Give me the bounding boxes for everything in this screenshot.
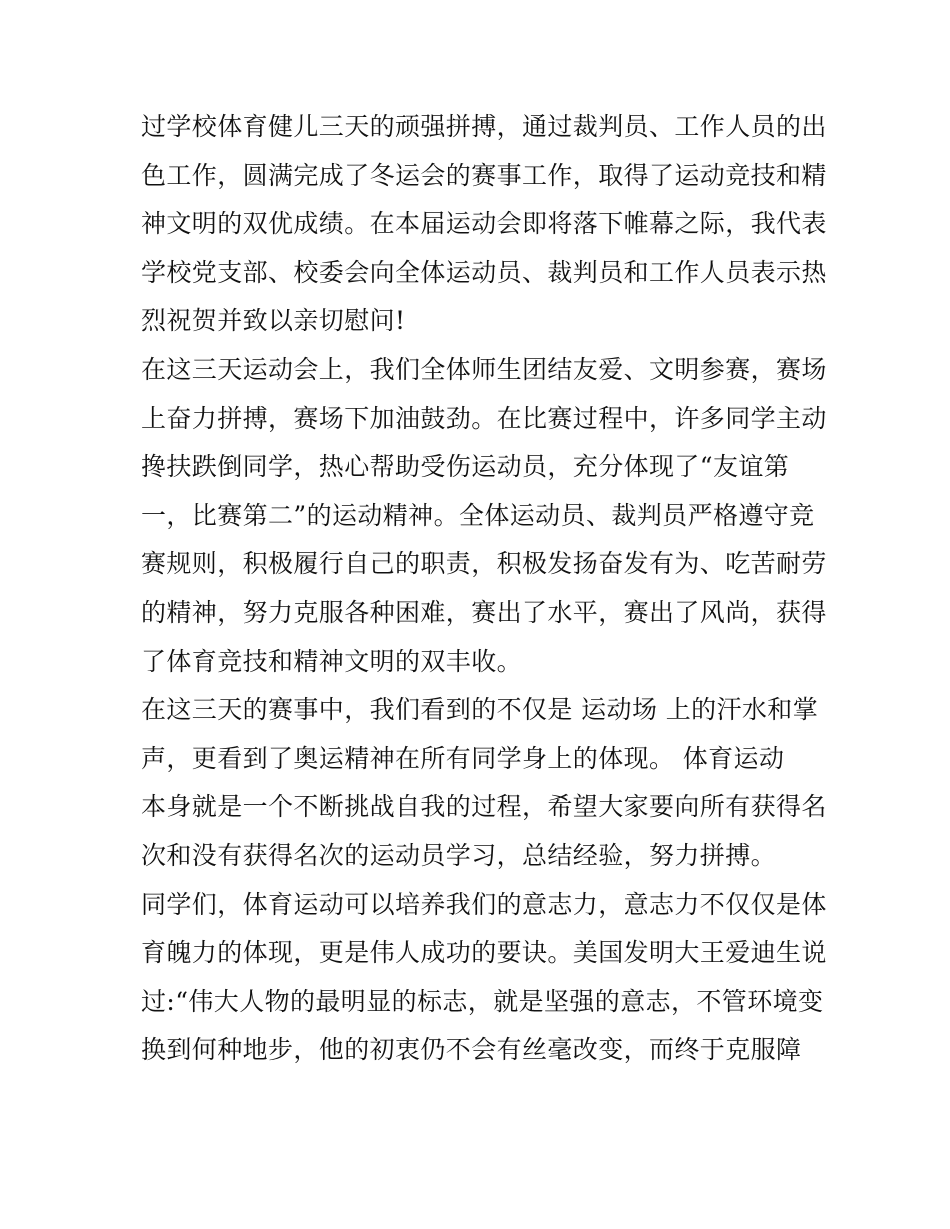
text-line: 赛规则，积极履行自己的职责，积极发扬奋发有为、吃苦耐劳	[141, 549, 827, 579]
text-line: 的精神，努力克服各种困难，赛出了水平，赛出了风尚，获得	[141, 597, 827, 627]
text-line: 搀扶跌倒同学，热心帮助受伤运动员，充分体现了“友谊第	[141, 452, 790, 482]
text-line: 过:“伟大人物的最明显的标志，就是坚强的意志，不管环境变	[141, 986, 824, 1016]
text-line: 烈祝贺并致以亲切慰问!	[141, 306, 406, 336]
text-line: 声，更看到了奥运精神在所有同学身上的体现。 体育运动	[141, 743, 785, 773]
body-text	[141, 103, 827, 1075]
text-line: 次和没有获得名次的运动员学习，总结经验，努力拼搏。	[141, 840, 777, 870]
text-line: 学校党支部、校委会向全体运动员、裁判员和工作人员表示热	[141, 257, 827, 287]
text-line: 育魄力的体现，更是伟人成功的要诀。美国发明大王爱迪生说	[141, 938, 827, 968]
text-line: 色工作，圆满完成了冬运会的赛事工作，取得了运动竞技和精	[141, 160, 827, 190]
text-line: 在这三天运动会上，我们全体师生团结友爱、文明参赛，赛场	[141, 354, 827, 384]
text-line: 过学校体育健儿三天的顽强拼搏，通过裁判员、工作人员的出	[141, 112, 827, 141]
text-line: 一，比赛第二”的运动精神。全体运动员、裁判员严格遵守竞	[141, 500, 815, 530]
text-line: 神文明的双优成绩。在本届运动会即将落下帷幕之际，我代表	[141, 209, 827, 239]
text-line: 了体育竞技和精神文明的双丰收。	[141, 646, 523, 676]
text-line: 本身就是一个不断挑战自我的过程，希望大家要向所有获得名	[141, 792, 827, 822]
text-line: 上奋力拼搏，赛场下加油鼓劲。在比赛过程中，许多同学主动	[141, 403, 827, 433]
text-line: 在这三天的赛事中，我们看到的不仅是 运动场 上的汗水和掌	[141, 695, 819, 725]
text-line: 同学们，体育运动可以培养我们的意志力，意志力不仅仅是体	[141, 889, 827, 919]
text-line: 换到何种地步，他的初衷仍不会有丝毫改变，而终于克服障	[141, 1035, 802, 1065]
